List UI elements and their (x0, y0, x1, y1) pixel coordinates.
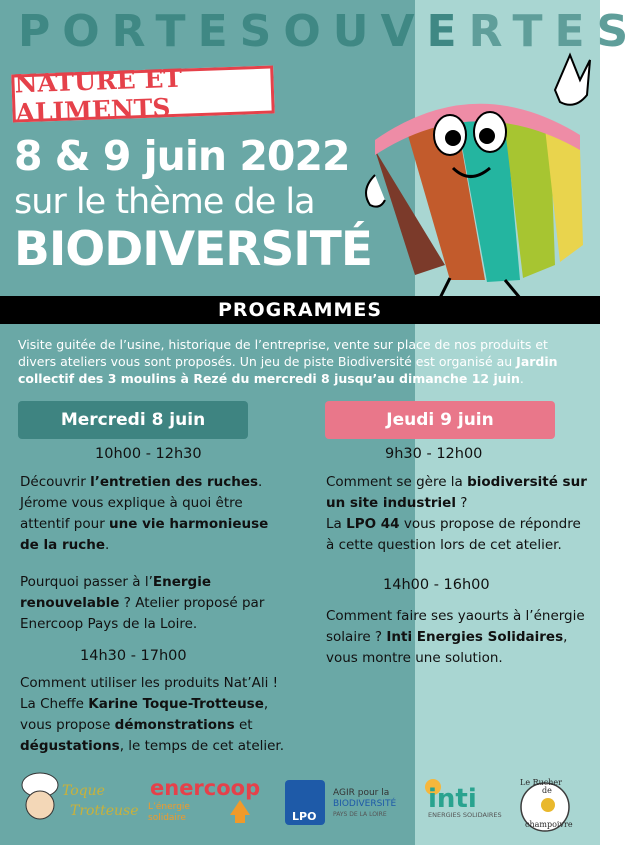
thu-slot1-f: vous propose de répondre à cette question lors de cet atelier. (326, 516, 581, 553)
thu-slot2-b: Inti Energies Solidaires (386, 629, 564, 645)
wed-slot3-text (20, 673, 295, 757)
thu-slot2-a: Comment faire ses yaourts à l’énergie solaire ? (326, 608, 585, 645)
toque-trotteuse-logo (22, 773, 138, 819)
inti-logo (425, 779, 502, 819)
intro-text (18, 336, 588, 387)
wed-slot3-c: , vous propose (20, 696, 269, 733)
wed-slot1-text (20, 472, 290, 556)
event-dates: 8 & 9 juin 2022 (14, 132, 350, 180)
wed-slot3-d: démonstrations (114, 717, 235, 733)
rucher-text-3: champoivre (525, 820, 573, 829)
wed-slot1-e: . (105, 537, 110, 553)
thursday-label: Jeudi 9 juin (325, 401, 555, 439)
wednesday-label: Mercredi 8 juin (18, 401, 248, 439)
flan-mascot-illustration (355, 40, 600, 300)
intro-text-bold: Jardin collectif des 3 moulins à Rezé du mercredi 8 jusqu’au dimanche 12 juin (18, 354, 558, 386)
enercoop-sub-2: solidaire (148, 813, 186, 823)
enercoop-sub-1: L’énergie (148, 802, 190, 812)
wed-slot3-a: Comment utiliser les produits Nat’Ali ! La Cheffe (20, 675, 279, 712)
wed-slot2-a: Pourquoi passer à l’ (20, 574, 153, 590)
portes-ouvertes-left: PORTESOUVE (18, 6, 469, 57)
intro-text-end: . (519, 371, 524, 386)
thu-slot1-c: ? (455, 495, 468, 511)
theme-label: NATURE ET ALIMENTS (11, 65, 275, 122)
event-theme: BIODIVERSITÉ (14, 222, 372, 277)
thu-slot1-d: La (326, 516, 347, 532)
thu-slot1-a: Comment se gère la (326, 474, 468, 490)
event-subtitle: sur le thème de la (14, 182, 315, 222)
thu-slot1-b: biodiversité sur un site industriel (326, 474, 587, 511)
toque-text-1: Toque (62, 783, 105, 799)
rucher-text-2: de (542, 786, 552, 795)
agir-text-3: PAYS DE LA LOIRE (333, 811, 387, 818)
wed-slot3-time: 14h30 - 17h00 (80, 648, 187, 664)
wed-slot2-text (20, 572, 270, 635)
inti-sub: ENERGIES SOLIDAIRES (428, 811, 502, 819)
thu-slot2-c: , vous montre une solution. (326, 629, 568, 666)
lpo-text: LPO (292, 810, 317, 823)
wed-slot1-d: une vie harmonieuse de la ruche (20, 516, 269, 553)
agir-text-1: AGIR pour la (333, 788, 390, 798)
rucher-text-1: Le Rucher (520, 778, 562, 787)
programmes-title: PROGRAMMES (217, 299, 383, 321)
thu-slot1-text (326, 472, 588, 556)
wed-slot3-f: dégustations (20, 738, 120, 754)
portes-ouvertes-right: RTES (468, 6, 640, 57)
wed-slot2-b: Energie renouvelable (20, 574, 211, 611)
enercoop-text: enercoop (150, 776, 261, 800)
rucher-logo (520, 778, 573, 831)
thu-slot2-text (326, 606, 588, 669)
wed-slot2-c: ? Atelier proposé par Enercoop Pays de la Loire. (20, 595, 265, 632)
wed-slot1-b: l’entretien des ruches (90, 474, 259, 490)
wed-slot3-e: et (234, 717, 253, 733)
wed-slot3-g: , le temps de cet atelier. (119, 738, 285, 754)
header (0, 0, 640, 295)
wed-slot1-c: . Jérome vous explique à quoi être attentif pour (20, 474, 263, 532)
wed-slot1-time: 10h00 - 12h30 (95, 446, 202, 462)
sponsor-logos (0, 765, 600, 845)
intro-text-plain: Visite guitée de l’usine, historique de l’entreprise, vente sur place de nos produits et divers ateliers vous sont proposés. Un jeu de piste Biodiversité est organisé au (18, 337, 548, 369)
thu-slot1-time: 9h30 - 12h00 (385, 446, 483, 462)
toque-text-2: Trotteuse (70, 803, 139, 819)
thu-slot2-time: 14h00 - 16h00 (383, 577, 490, 593)
lpo-logo (285, 780, 396, 825)
wed-slot1-a: Découvrir (20, 474, 91, 490)
enercoop-logo (148, 776, 260, 823)
wed-slot3-b: Karine Toque-Trotteuse (88, 696, 264, 712)
programmes-banner (0, 296, 600, 324)
inti-text: inti (428, 784, 477, 814)
thu-slot1-e: LPO 44 (346, 516, 400, 532)
agir-text-2: BIODIVERSITÉ (333, 799, 397, 809)
